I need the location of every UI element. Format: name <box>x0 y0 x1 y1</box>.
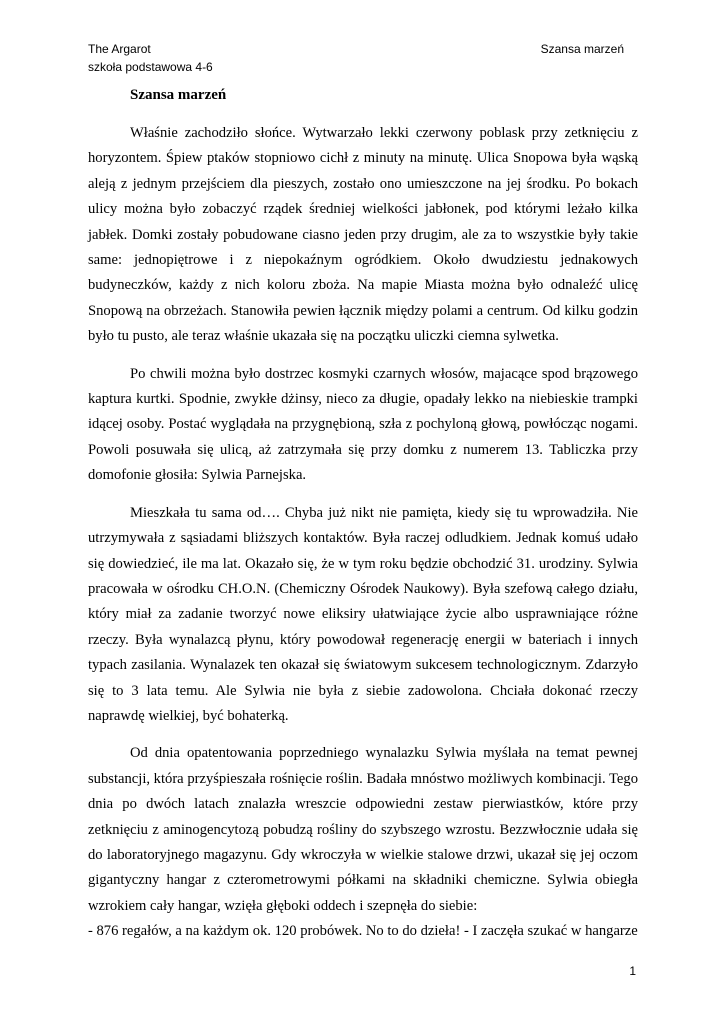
paragraph-4-dialogue: - 876 regałów, a na każdym ok. 120 probówek. No to do dzieła! - I zaczęła szukać w hangarze <box>88 923 638 940</box>
header-author: The Argarot <box>88 42 151 56</box>
document-body <box>88 121 638 957</box>
page-number: 1 <box>629 964 636 978</box>
paragraph-1: Właśnie zachodziło słońce. Wytwarzało lekki czerwony poblask przy zetknięciu z horyzontem. Śpiew ptaków stopniowo cichł z minuty na minutę. Ulica Snopowa była wąską aleją z jednym przejściem dla pieszych, zostało ono umieszczone na jej środku. Po bokach ulicy można było zobaczyć rządek średniej wielkości jabłonek, pod którymi leżało kilka jabłek. Domki zostały pobudowane ciasno jeden przy drugim, ale za to wszystkie były takie same: jednopiętrowe i z niepokaźnym ogródkiem. Około dwudziestu jednakowych budyneczków, każdy z nich koloru zboża. Na mapie Miasta można było odnaleźć ulicę Snopową na obrzeżach. Stanowiła pewien łącznik między polami a centrum. Od kilku godzin było tu pusto, ale teraz właśnie ukazała się na początku uliczki ciemna sylwetka. <box>88 125 638 345</box>
paragraph-4 <box>88 741 638 944</box>
paragraph-2: Po chwili można było dostrzec kosmyki czarnych włosów, majacące spod brązowego kaptura kurtki. Spodnie, zwykłe dżinsy, nieco za długie, opadały lekko na niebieskie trampki idącej osoby. Postać wyglądała na przygnębioną, szła z pochyloną głową, powłócząc nogami. Powoli posuwała się ulicą, aż zatrzymała się przy domku z numerem 13. Tabliczka przy domofonie głosiła: Sylwia Parnejska. <box>88 365 638 484</box>
header-school: szkoła podstawowa 4-6 <box>88 60 213 74</box>
paragraph-4-main: Od dnia opatentowania poprzedniego wynalazku Sylwia myślała na temat pewnej substancji, która przyśpieszała rośnięcie roślin. Badała mnóstwo możliwych kombinacji. Tego dnia po dwóch latach znalazła wreszcie odpowiedni zestaw pierwiastków, które przy zetknięciu z aminogencytozą pobudzą rośliny do szybszego wzrostu. Bezzwłocznie udała się do laboratoryjnego magazynu. Gdy wkroczyła w wielkie stalowe drzwi, ukazał się jej oczom gigantyczny hangar z czterometrowymi półkami na składniki chemiczne. Sylwia obiegła wzrokiem cały hangar, wzięła głęboki oddech i szepnęła do siebie: <box>88 745 638 914</box>
document-title: Szansa marzeń <box>130 87 227 103</box>
header-title: Szansa marzeń <box>540 42 624 56</box>
paragraph-3: Mieszkała tu sama od…. Chyba już nikt nie pamięta, kiedy się tu wprowadziła. Nie utrzymywała z sąsiadami bliższych kontaktów. Była raczej odludkiem. Jednak komuś udało się dowiedzieć, ile ma lat. Okazało się, że w tym roku będzie obchodzić 31. urodziny. Sylwia pracowała w ośrodku CH.O.N. (Chemiczny Ośrodek Naukowy). Była szefową całego działu, który miał za zadanie tworzyć nowe eliksiry ułatwiające życie albo usprawniające różne rzeczy. Była wynalazcą płynu, który powodował regenerację energii w bateriach i innych typach zasilania. Wynalazek ten okazał się światowym sukcesem technologicznym. Zdarzyło się to 3 lata temu. Ale Sylwia nie była z siebie zadowolona. Chciała dokonać rzeczy naprawdę wielkiej, być bohaterką. <box>88 504 638 724</box>
